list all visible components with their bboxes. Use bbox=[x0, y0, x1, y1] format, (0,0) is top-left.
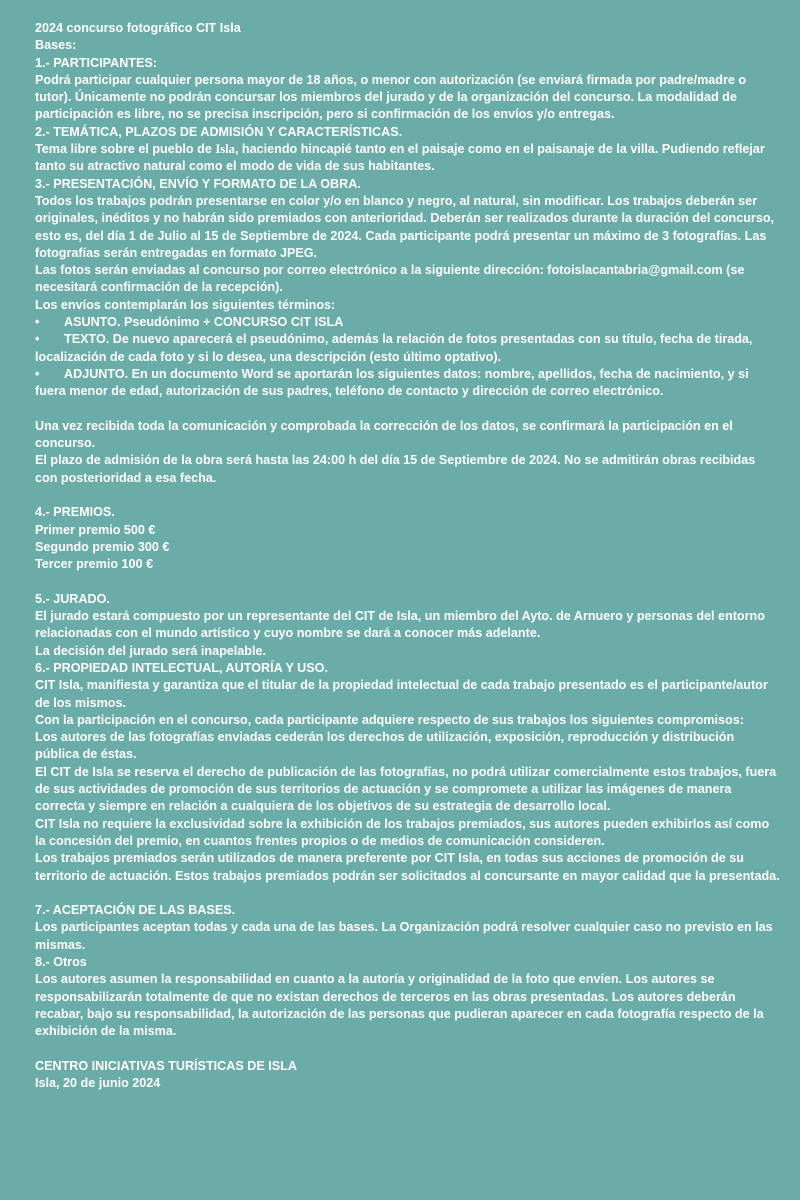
section-6-paragraph-4: El CIT de Isla se reserva el derecho de publicación de las fotografías, no podrá utilizar comercialmente estos trabajos, fuera de sus actividades de promoción de sus territorios de actuación y se compromete a utilizar las imágenes de manera correcta y siempre en relación a cualquiera de los objetivos de su estrategia de desarrollo local. bbox=[35, 764, 777, 814]
section-6-paragraph-1: CIT Isla, manifiesta y garantiza que el titular de la propiedad intelectual de cada trabajo presentado es el participante/autor de los mismos. bbox=[35, 678, 768, 710]
bullet-symbol: • bbox=[35, 366, 40, 381]
section-3-paragraph-2: Las fotos serán enviadas al concurso por correo electrónico a la siguiente dirección: fotoislacantabria@gmail.com (se necesitará confirmación de la recepción). bbox=[35, 263, 745, 295]
place-name: Isla bbox=[215, 142, 235, 157]
prize-second: Segundo premio 300 € bbox=[35, 539, 170, 554]
section-7-text: Los participantes aceptan todas y cada una de las bases. La Organización podrá resolver cualquier caso no previsto en las mismas. bbox=[35, 920, 773, 952]
bullet-item-adjunto bbox=[35, 366, 780, 401]
blank-line bbox=[35, 401, 780, 418]
bases-label: Bases: bbox=[35, 38, 77, 53]
section-5-paragraph-1: El jurado estará compuesto por un representante del CIT de Isla, un miembro del Ayto. de Arnuero y personas del entorno relacionadas con el mundo artístico y cuyo nombre se dará a conocer más adelante. bbox=[35, 609, 765, 641]
blank-line bbox=[35, 487, 780, 504]
bullet-symbol: • bbox=[35, 315, 40, 330]
bullet-text: TEXTO. De nuevo aparecerá el pseudónimo, además la relación de fotos presentadas con su título, fecha de tirada, localización de cada foto y si lo desea, una descripción (esto último optativo). bbox=[35, 332, 753, 364]
prize-first: Primer premio 500 € bbox=[35, 522, 156, 537]
section-6-paragraph-2: Con la participación en el concurso, cada participante adquiere respecto de sus trabajos los siguientes compromisos: bbox=[35, 712, 744, 727]
contest-rules-document bbox=[35, 20, 780, 1092]
section-6-paragraph-6: Los trabajos premiados serán utilizados de manera preferente por CIT Isla, en todas sus acciones de promoción de su territorio de actuación. Estos trabajos premiados podrán ser solicitados al concursante en mayor calidad que la presentada. bbox=[35, 851, 780, 883]
bullet-item-texto bbox=[35, 331, 780, 366]
document-title: 2024 concurso fotográfico CIT Isla bbox=[35, 21, 241, 35]
section-2-text-before: Tema libre sobre el pueblo de bbox=[35, 142, 216, 157]
section-3-heading: 3.- PRESENTACIÓN, ENVÍO Y FORMATO DE LA OBRA. bbox=[35, 176, 361, 191]
section-7-heading: 7.- ACEPTACIÓN DE LAS BASES. bbox=[35, 903, 236, 918]
section-3-paragraph-5: El plazo de admisión de la obra será hasta las 24:00 h del día 15 de Septiembre de 2024. No se admitirán obras recibidas con posterioridad a esa fecha. bbox=[35, 453, 756, 485]
signature-place-date: Isla, 20 de junio 2024 bbox=[35, 1076, 161, 1091]
bullet-text: ASUNTO. Pseudónimo + CONCURSO CIT ISLA bbox=[64, 315, 344, 330]
section-3-paragraph-3: Los envíos contemplarán los siguientes términos: bbox=[35, 297, 336, 312]
section-3-paragraph-1: Todos los trabajos podrán presentarse en color y/o en blanco y negro, al natural, sin modificar. Los trabajos deberán ser originales, inéditos y no habrán sido premiados con anterioridad. Deberán ser realizados durante la duración del concurso, esto es, del día 1 de Julio al 15 de Septiembre de 2024. Cada participante podrá presentar un máximo de 3 fotografías. Las fotografías serán entregadas en formato JPEG. bbox=[35, 193, 775, 260]
section-2-text-after: , haciendo hincapié tanto en el paisaje como en el paisanaje de la villa. Pudiendo reflejar tanto su atractivo natural como el modo de vida de sus habitantes. bbox=[35, 142, 765, 174]
blank-line bbox=[35, 1041, 780, 1058]
section-6-paragraph-5: CIT Isla no requiere la exclusividad sobre la exhibición de los trabajos premiados, sus autores pueden exhibirlos así como la concesión del premio, en cuantos frentes propios o de medios de comunicación consideren. bbox=[35, 816, 770, 848]
section-1-heading: 1.- PARTICIPANTES: bbox=[35, 55, 157, 70]
section-2-text bbox=[35, 141, 780, 176]
bullet-item-asunto bbox=[35, 314, 780, 331]
section-8-text: Los autores asumen la responsabilidad en cuanto a la autoría y originalidad de la foto que envíen. Los autores se responsabilizarán totalmente de que no existan derechos de terceros en las obras presentadas. Los autores deberán recabar, bajo su responsabilidad, la autorización de las personas que pudieran aparecer en cada fotografía respecto de la exhibición de la misma. bbox=[35, 972, 764, 1039]
section-1-text: Podrá participar cualquier persona mayor de 18 años, o menor con autorización (se enviará firmada por padre/madre o tutor). Únicamente no podrán concursar los miembros del jurado y de la organización del concurso. La modalidad de participación es libre, no se precisa inscripción, pero si confirmación de los envíos y/o entregas. bbox=[35, 72, 747, 122]
section-6-paragraph-3: Los autores de las fotografías enviadas cederán los derechos de utilización, exposición, reproducción y distribución pública de éstas. bbox=[35, 730, 735, 762]
section-8-heading: 8.- Otros bbox=[35, 955, 87, 970]
section-6-heading: 6.- PROPIEDAD INTELECTUAL, AUTORÍA Y USO. bbox=[35, 660, 328, 675]
section-4-heading: 4.- PREMIOS. bbox=[35, 505, 115, 520]
bullet-text: ADJUNTO. En un documento Word se aportarán los siguientes datos: nombre, apellidos, fecha de nacimiento, y si fuera menor de edad, autorización de sus padres, teléfono de contacto y dirección de correo electrónico. bbox=[35, 366, 749, 399]
prize-third: Tercer premio 100 € bbox=[35, 557, 154, 572]
section-5-heading: 5.- JURADO. bbox=[35, 591, 110, 606]
section-2-heading: 2.- TEMÁTICA, PLAZOS DE ADMISIÓN Y CARACTERÍSTICAS. bbox=[35, 124, 403, 139]
blank-line bbox=[35, 885, 780, 902]
bullet-symbol: • bbox=[35, 332, 40, 347]
blank-line bbox=[35, 574, 780, 591]
section-3-paragraph-4: Una vez recibida toda la comunicación y comprobada la corrección de los datos, se confirmará la participación en el concurso. bbox=[35, 418, 733, 451]
section-5-paragraph-2: La decisión del jurado será inapelable. bbox=[35, 643, 266, 658]
signature-organization: CENTRO INICIATIVAS TURÍSTICAS DE ISLA bbox=[35, 1058, 297, 1073]
